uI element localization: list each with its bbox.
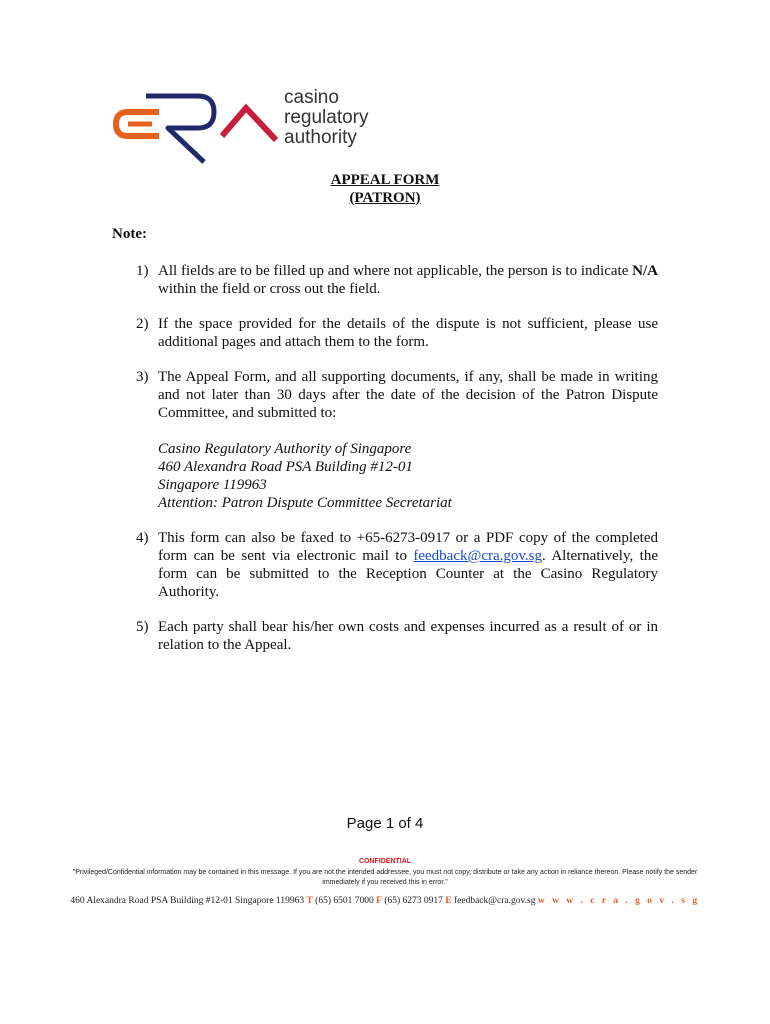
cra-logo-mark-icon: [112, 90, 282, 168]
cra-logo: [112, 87, 374, 168]
confidentiality-disclaimer: "Privileged/Confidential information may be contained in this message. If you are not the intended addressee, you must not copy, distribute or take any action in reliance thereon. Please notify the sender immediately if you received this in error.": [72, 869, 698, 886]
address-line: Casino Regulatory Authority of Singapore: [158, 441, 412, 457]
footer-phone: (65) 6501 7000: [312, 896, 377, 906]
email-link[interactable]: feedback@cra.gov.sg: [413, 548, 542, 564]
item-number: 3): [136, 369, 149, 385]
note-heading: Note:: [112, 226, 147, 242]
logo-line-authority: authority: [284, 127, 357, 148]
item-number: 2): [136, 316, 149, 332]
footer-phone-label: T: [306, 896, 313, 906]
item-number: 5): [136, 619, 149, 635]
footer-fax: (65) 6273 0917: [381, 896, 446, 906]
item-text: All fields are to be filled up and where not applicable, the person is to indicate N/A within the field or cross out the field.: [158, 263, 658, 297]
logo-wordmark: [284, 88, 369, 148]
note-item-3: [136, 368, 658, 422]
form-subtitle: (PATRON): [349, 190, 421, 206]
item-text: This form can also be faxed to +65-6273-0917 or a PDF copy of the completed form can be sent via electronic mail to feedback@cra.gov.sg. Alternatively, the form can be submitted to the Reception Counter at the Casino Regulatory Authority.: [158, 530, 658, 600]
item-text: If the space provided for the details of the dispute is not sufficient, please use additional pages and attach them to the form.: [158, 316, 658, 350]
note-item-4: [136, 529, 658, 601]
footer-fax-label: F: [376, 896, 382, 906]
na-emphasis: N/A: [632, 263, 658, 279]
address-line: Singapore 119963: [158, 477, 267, 493]
page-number: Page 1 of 4: [346, 815, 424, 832]
form-title: APPEAL FORM: [330, 172, 440, 188]
item-number: 4): [136, 530, 149, 546]
footer-email: feedback@cra.gov.sg: [451, 896, 538, 906]
address-line: 460 Alexandra Road PSA Building #12-01: [158, 459, 413, 475]
address-line: Attention: Patron Dispute Committee Secretariat: [158, 495, 452, 511]
note-item-2: [136, 315, 658, 351]
page-footer: [0, 896, 770, 906]
item-text: The Appeal Form, and all supporting documents, if any, shall be made in writing and not later than 30 days after the date of the decision of the Patron Dispute Committee, and submitted to:: [158, 369, 658, 421]
footer-website[interactable]: w w w . c r a . g o v . s g: [537, 896, 700, 906]
logo-line-regulatory: regulatory: [284, 107, 369, 128]
item-number: 1): [136, 263, 149, 279]
confidential-label: CONFIDENTIAL: [358, 858, 412, 865]
item-text: Each party shall bear his/her own costs and expenses incurred as a result of or in relation to the Appeal.: [158, 619, 658, 653]
note-item-1: [136, 262, 658, 298]
footer-email-label: E: [445, 896, 452, 906]
submission-address: [158, 440, 452, 512]
footer-address: 460 Alexandra Road PSA Building #12-01 Singapore 119963: [70, 896, 307, 906]
logo-line-casino: casino: [284, 87, 339, 108]
note-item-5: [136, 618, 658, 654]
